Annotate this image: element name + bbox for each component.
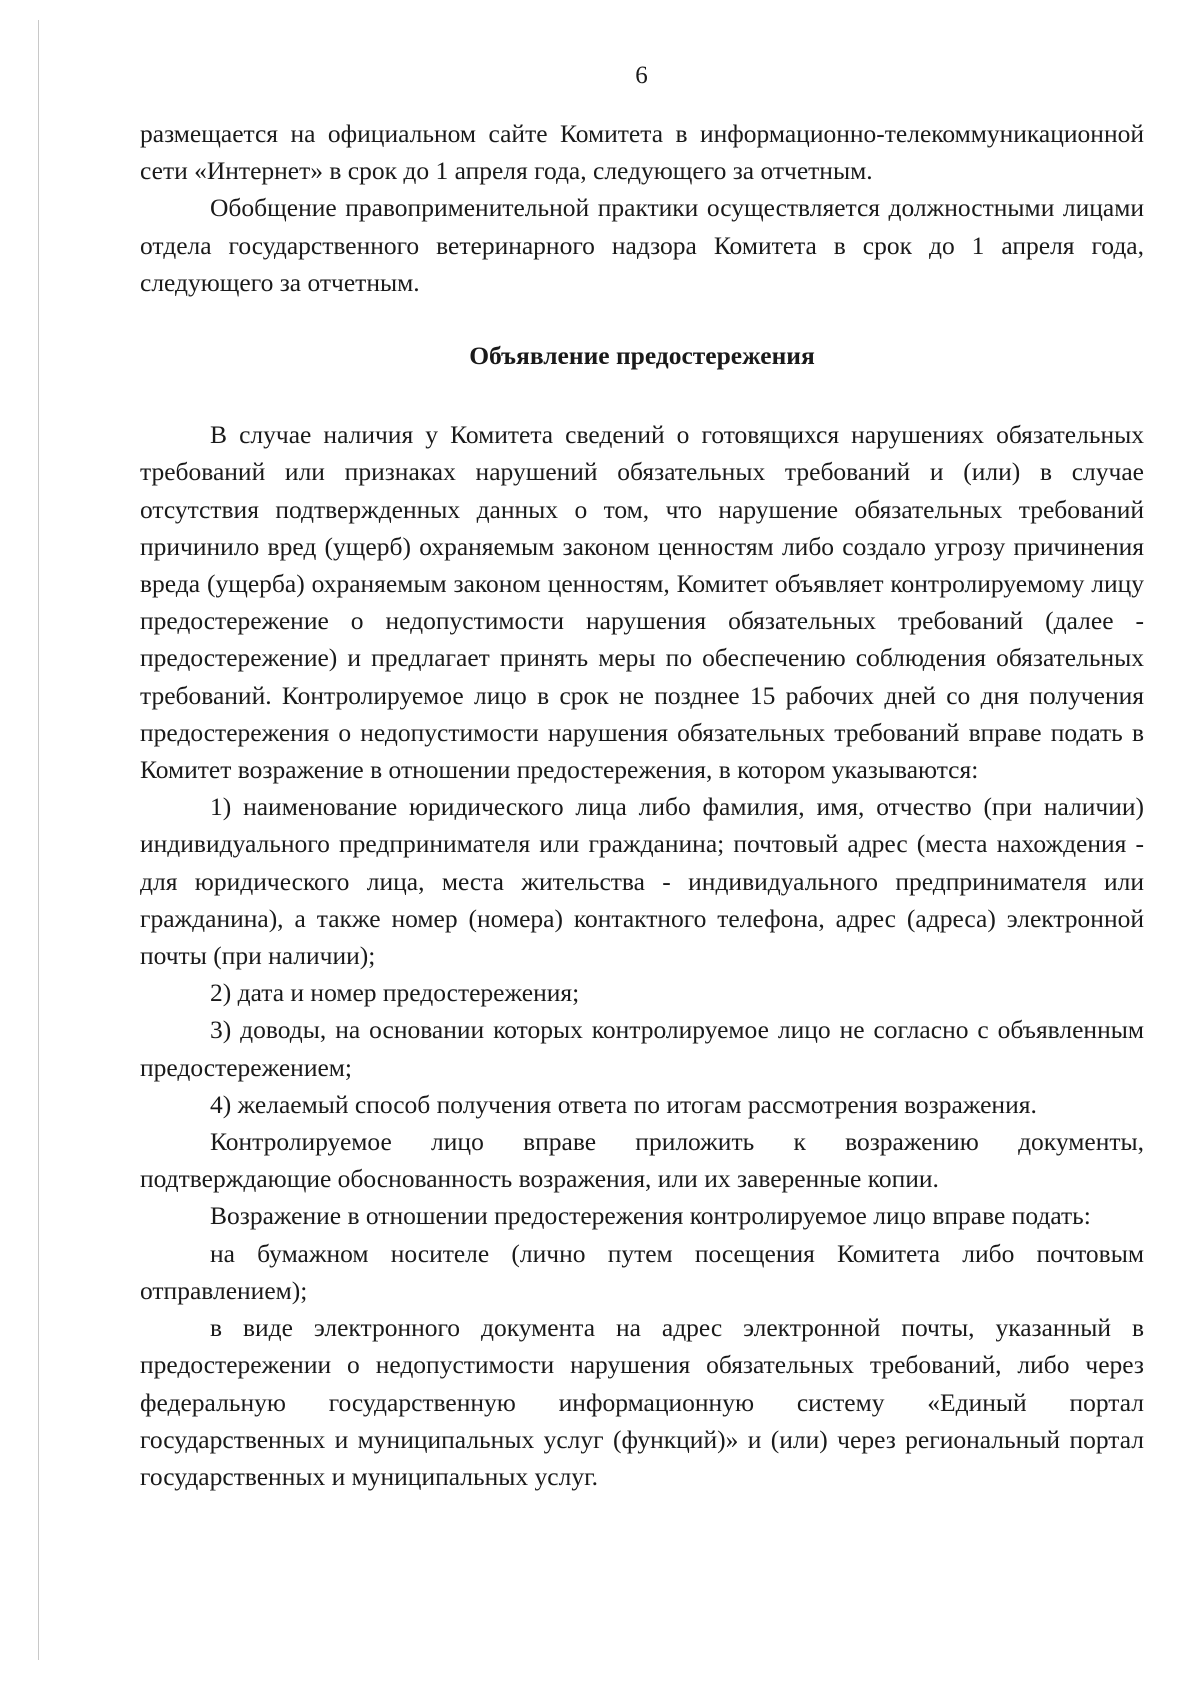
paragraph: на бумажном носителе (лично путем посещения Комитета либо почтовым отправлением);: [140, 1238, 1144, 1305]
paragraph: в виде электронного документа на адрес электронной почты, указанный в предостережении о недопустимости нарушения обязательных требований, либо через федеральную государственную информационную систему «Единый портал государственных и муниципальных услуг (функций)» и (или) через региональный портал государственных и муниципальных услуг.: [140, 1313, 1144, 1491]
paragraph: Контролируемое лицо вправе приложить к возражению документы, подтверждающие обоснованность возражения, или их заверенные копии.: [140, 1127, 1144, 1194]
list-item: 3) доводы, на основании которых контролируемое лицо не согласно с объявленным предостережением;: [140, 1015, 1144, 1082]
paragraph: Возражение в отношении предостережения контролируемое лицо вправе подать:: [210, 1201, 1091, 1231]
list-item: 1) наименование юридического лица либо фамилия, имя, отчество (при наличии) индивидуального предпринимателя или гражданина; почтовый адрес (места нахождения - для юридического лица, места жительства - индивидуального предпринимателя или гражданина), а также номер (номера) контактного телефона, адрес (адреса) электронной почты (при наличии);: [140, 792, 1144, 971]
paragraph-continued: размещается на официальном сайте Комитета в информационно-телекоммуникационной сети «Интернет» в срок до 1 апреля года, следующего за отчетным.: [140, 119, 1144, 186]
document-body: [140, 115, 1144, 1495]
paragraph: Обобщение правоприменительной практики осуществляется должностными лицами отдела государственного ветеринарного надзора Комитета в срок до 1 апреля года, следующего за отчетным.: [140, 193, 1144, 297]
list-item: 4) желаемый способ получения ответа по итогам рассмотрения возражения.: [210, 1089, 1037, 1119]
section-heading: Объявление предостережения: [469, 341, 815, 371]
paragraph: В случае наличия у Комитета сведений о готовящихся нарушениях обязательных требований или признаках нарушений обязательных требований и (или) в случае отсутствия подтвержденных данных о том, что нарушение обязательных требований причинило вред (ущерб) охраняемым законом ценностям либо создало угрозу причинения вреда (ущерба) охраняемым законом ценностям, Комитет объявляет контролируемому лицу предостережение о недопустимости нарушения обязательных требований (далее - предостережение) и предлагает принять меры по обеспечению соблюдения обязательных требований. Контролируемое лицо в срок не позднее 15 рабочих дней со дня получения предостережения о недопустимости нарушения обязательных требований вправе подать в Комитет возражение в отношении предостережения, в котором указываются:: [140, 420, 1144, 785]
page-number: 6: [635, 62, 648, 89]
scan-edge-line: [38, 20, 39, 1660]
list-item: 2) дата и номер предостережения;: [210, 978, 580, 1008]
